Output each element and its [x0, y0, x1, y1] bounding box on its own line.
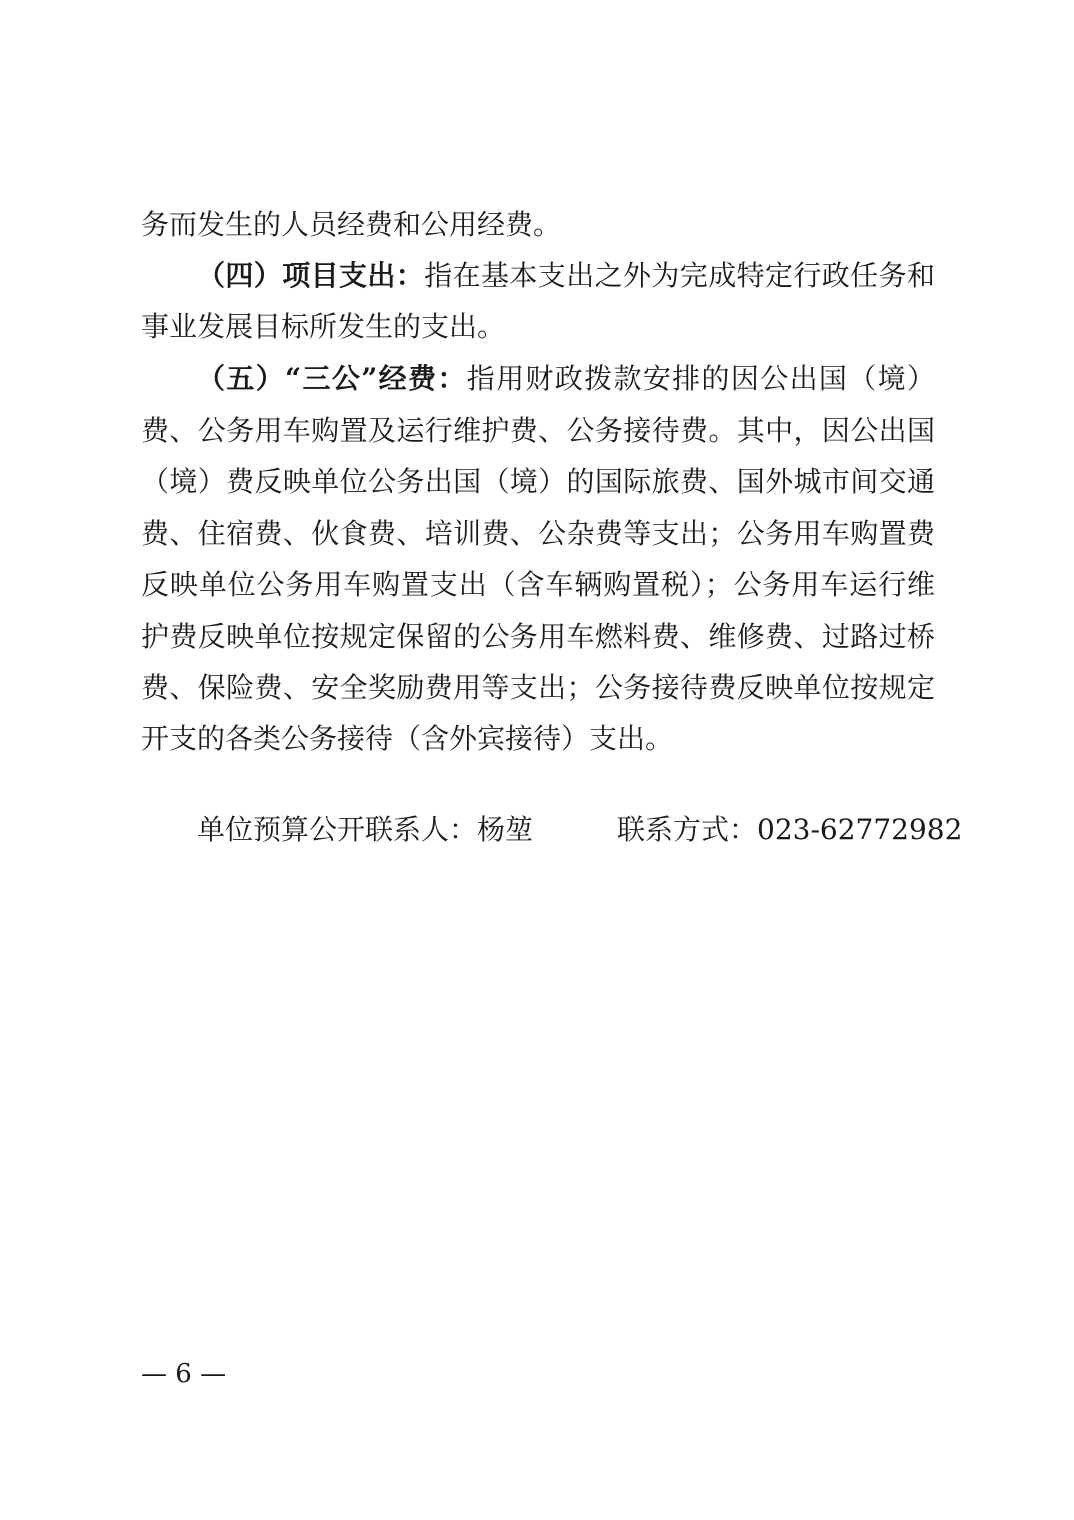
paragraph-line: 费、公务用车购置及运行维护费、公务接待费。其中，因公出国: [141, 414, 935, 447]
page-number: — 6 —: [141, 1359, 227, 1389]
paragraph-line: 开支的各类公务接待（含外宾接待）支出。: [141, 722, 674, 755]
contact-line: [197, 812, 963, 848]
paragraph-line: 费、住宿费、伙食费、培训费、公杂费等支出；公务用车购置费: [141, 517, 935, 550]
section-term: （四）项目支出：: [197, 259, 425, 292]
paragraph-line: [197, 258, 935, 294]
paragraph-line: 反映单位公务用车购置支出（含车辆购置税）；公务用车运行维: [141, 568, 935, 601]
contact-person: 单位预算公开联系人：杨堃: [197, 813, 534, 846]
paragraph-line: 事业发展目标所发生的支出。: [141, 310, 506, 343]
section-term: （五）“三公”经费：: [197, 362, 467, 395]
paragraph-line: 护费反映单位按规定保留的公务用车燃料费、维修费、过路过桥: [141, 620, 935, 653]
paragraph-line: 费、保险费、安全奖励费用等支出；公务接待费反映单位按规定: [141, 671, 935, 704]
contact-method: 联系方式：023-62772982: [617, 813, 963, 846]
paragraph-text: 指用财政拨款安排的因公出国（境）: [466, 362, 935, 395]
paragraph-line: [197, 361, 935, 397]
paragraph-line: 务而发生的人员经费和公用经费。: [141, 208, 562, 241]
paragraph-text: 指在基本支出之外为完成特定行政任务和: [424, 259, 935, 292]
paragraph-line: （境）费反映单位公务出国（境）的国际旅费、国外城市间交通: [141, 465, 935, 498]
